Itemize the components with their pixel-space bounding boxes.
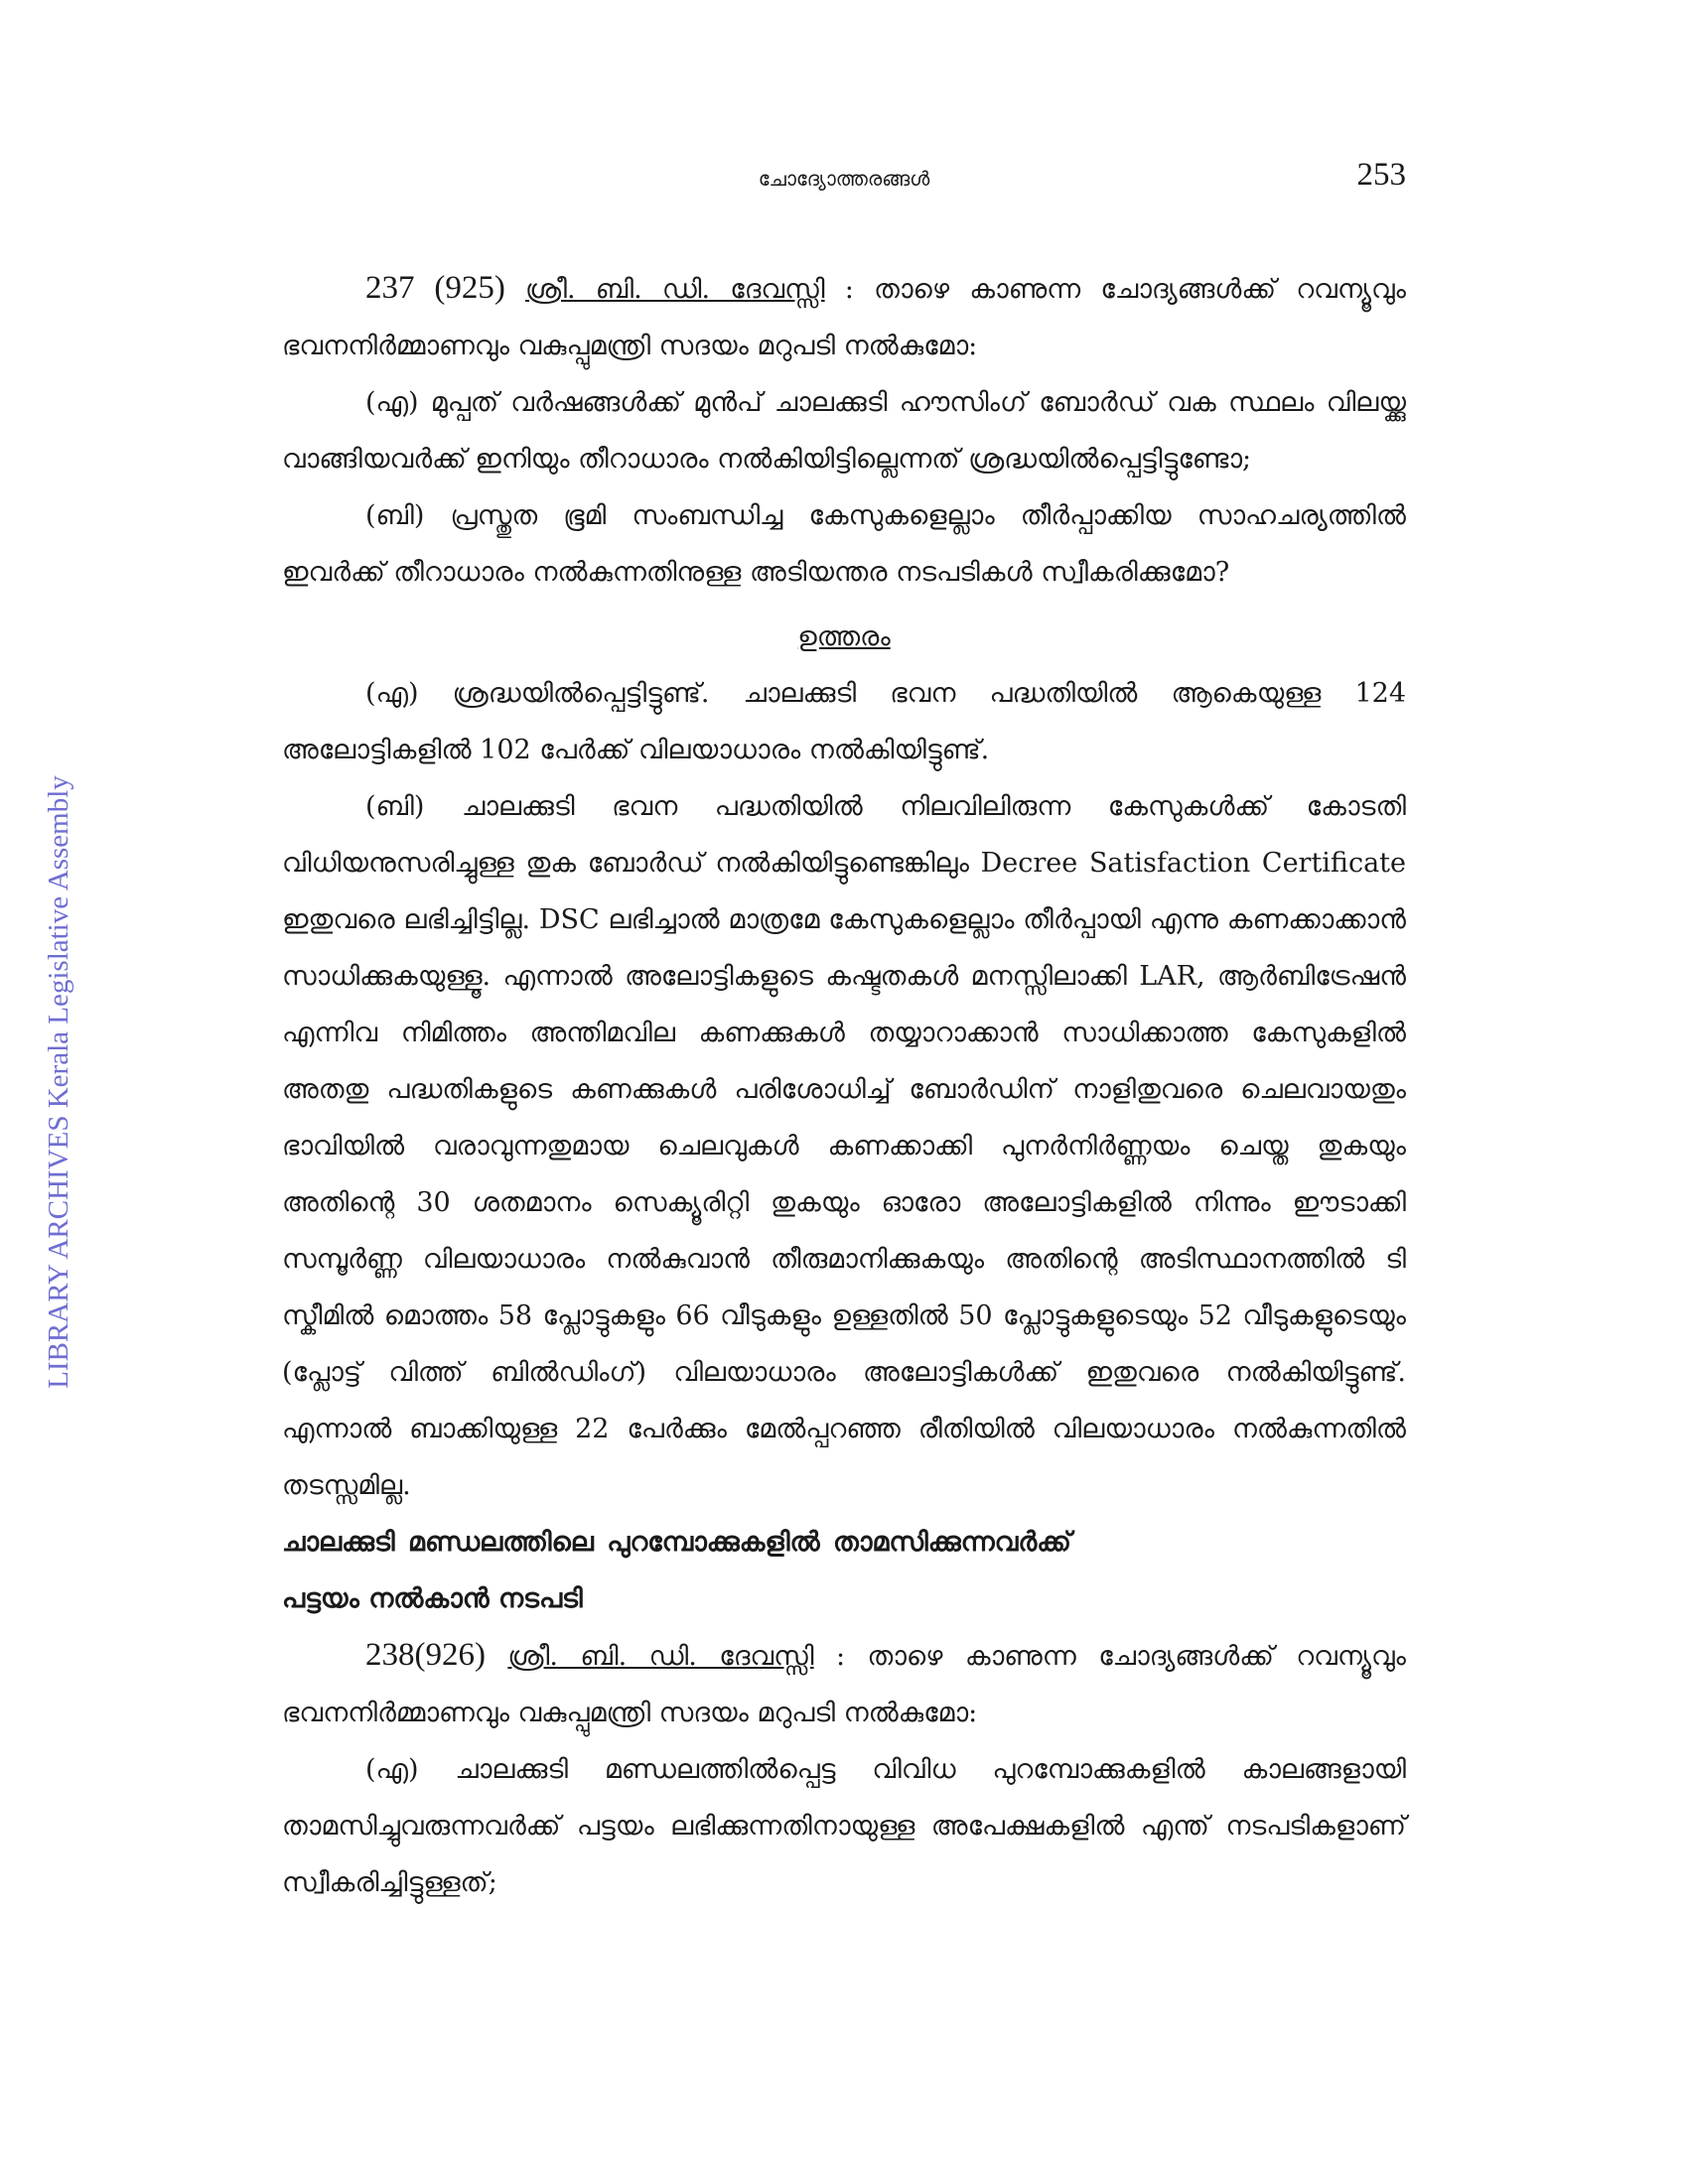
answer-heading: ഉത്തരം [797, 621, 891, 652]
question-238-intro-text: : താഴെ കാണുന്ന ചോദ്യങ്ങൾക്ക് റവന്യൂവും ഭവനനിർമ്മാണവും വകുപ്പുമന്ത്രി സദയം മറുപടി നൽകുമോ: [282, 1641, 1406, 1728]
document-body [282, 260, 1406, 1911]
question-237-intro [282, 260, 1406, 374]
answer-part-b: (ബി) ചാലക്കുടി ഭവന പദ്ധതിയിൽ നിലവിലിരുന്ന കേസുകൾക്ക് കോടതി വിധിയനുസരിച്ചുള്ള തുക ബോർഡ് നൽകിയിട്ടുണ്ടെങ്കിലും Decree Satisfaction Certificate ഇതുവരെ ലഭിച്ചിട്ടില്ല. DSC ലഭിച്ചാൽ മാത്രമേ കേസുകളെല്ലാം തീർപ്പായി എന്നു കണക്കാക്കാൻ സാധിക്കുകയുള്ളൂ. എന്നാൽ അലോട്ടികളുടെ കഷ്ടതകൾ മനസ്സിലാക്കി LAR, ആർബിട്രേഷൻ എന്നിവ നിമിത്തം അന്തിമവില കണക്കുകൾ തയ്യാറാക്കാൻ സാധിക്കാത്ത കേസുകളിൽ അതതു പദ്ധതികളുടെ കണക്കുകൾ പരിശോധിച്ച് ബോർഡിന് നാളിതുവരെ ചെലവായതും ഭാവിയിൽ വരാവുന്നതുമായ ചെലവുകൾ കണക്കാക്കി പുനർനിർണ്ണയം ചെയ്ത തുകയും അതിന്റെ 30 ശതമാനം സെക്യൂരിറ്റി തുകയും ഓരോ അലോട്ടികളിൽ നിന്നും ഈടാക്കി സമ്പൂർണ്ണ വിലയാധാരം നൽകുവാൻ തീരുമാനിക്കുകയും അതിന്റെ അടിസ്ഥാനത്തിൽ ടി സ്കീമിൽ മൊത്തം 58 പ്ലോട്ടുകളും 66 വീടുകളും ഉള്ളതിൽ 50 പ്ലോട്ടുകളുടെയും 52 വീടുകളുടെയും (പ്ലോട്ട് വിത്ത് ബിൽഡിംഗ്) വിലയാധാരം അലോട്ടികൾക്ക് ഇതുവരെ നൽകിയിട്ടുണ്ട്. എന്നാൽ ബാക്കിയുള്ള 22 പേർക്കും മേൽപ്പറഞ്ഞ രീതിയിൽ വിലയാധാരം നൽകുന്നതിൽ തടസ്സമില്ല. [282, 791, 1406, 1501]
section-heading-line-2: പട്ടയം നൽകാൻ നടപടി [282, 1583, 583, 1614]
question-238-member: ശ്രീ. ബി. ഡി. ദേവസ്സി [507, 1641, 814, 1672]
question-238-part-a: (എ) ചാലക്കുടി മണ്ഡലത്തിൽപ്പെട്ട വിവിധ പുറമ്പോക്കുകളിൽ കാലങ്ങളായി താമസിച്ചുവരുന്നവർക്ക് പട്ടയം ലഭിക്കുന്നതിനായുള്ള അപേക്ഷകളിൽ എന്ത് നടപടികളാണ് സ്വീകരിച്ചിട്ടുള്ളത്; [282, 1754, 1406, 1898]
archive-watermark: LIBRARY ARCHIVES Kerala Legislative Assembly [43, 775, 74, 1389]
question-237-member: ശ്രീ. ബി. ഡി. ദേവസ്സി [525, 274, 825, 305]
question-237-part-b: (ബി) പ്രസ്തുത ഭൂമി സംബന്ധിച്ച കേസുകളെല്ലാം തീർപ്പാക്കിയ സാഹചര്യത്തിൽ ഇവർക്ക് തീറാധാരം നൽകുന്നതിനുള്ള അടിയന്തര നടപടികൾ സ്വീകരിക്കുമോ? [282, 500, 1406, 588]
question-238-intro [282, 1627, 1406, 1741]
question-237-part-a: (എ) മുപ്പത് വർഷങ്ങൾക്ക് മുൻപ് ചാലക്കുടി ഹൗസിംഗ് ബോർഡ് വക സ്ഥലം വിലയ്ക്കു വാങ്ങിയവർക്ക് ഇനിയും തീറാധാരം നൽകിയിട്ടില്ലെന്നത് ശ്രദ്ധയിൽപ്പെട്ടിട്ടുണ്ടോ; [282, 387, 1406, 475]
answer-part-a: (എ) ശ്രദ്ധയിൽപ്പെട്ടിട്ടുണ്ട്. ചാലക്കുടി ഭവന പദ്ധതിയിൽ ആകെയുള്ള 124 അലോട്ടികളിൽ 102 പേർക്ക് വിലയാധാരം നൽകിയിട്ടുണ്ട്. [282, 678, 1406, 765]
question-238-number: 238(926) [365, 1637, 486, 1673]
section-heading-line-1: ചാലക്കുടി മണ്ഡലത്തിലെ പുറമ്പോക്കുകളിൽ താമസിക്കുന്നവർക്ക് [282, 1527, 1071, 1558]
page-number: 253 [1356, 157, 1406, 193]
page-header-title: ചോദ്യോത്തരങ്ങൾ [758, 167, 930, 191]
question-237-number: 237 (925) [365, 270, 505, 306]
question-237-intro-text: : താഴെ കാണുന്ന ചോദ്യങ്ങൾക്ക് റവന്യൂവും ഭവനനിർമ്മാണവും വകുപ്പുമന്ത്രി സദയം മറുപടി നൽകുമോ: [282, 274, 1406, 361]
